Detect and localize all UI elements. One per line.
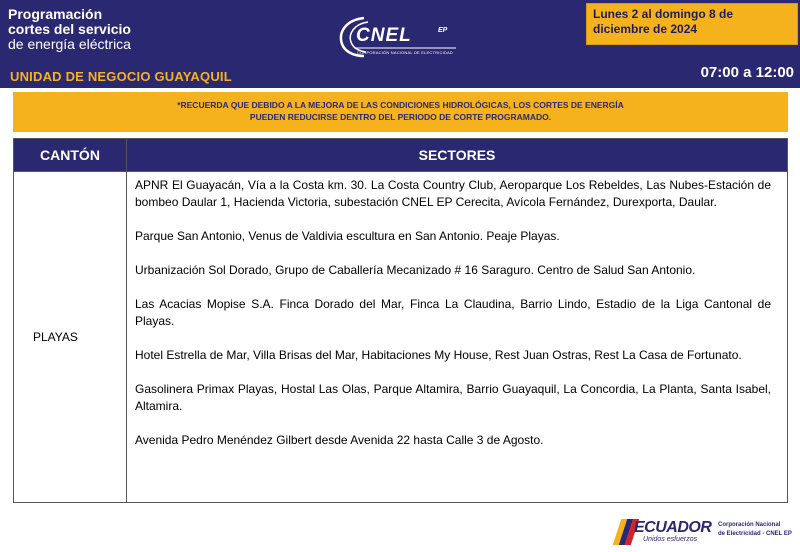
schedule-table xyxy=(13,138,788,503)
sector-paragraph: Urbanización Sol Dorado, Grupo de Caballería Mecanizado # 16 Saraguro. Centro de Salud San Antonio. xyxy=(135,263,696,277)
flag-stripes-icon xyxy=(613,519,635,545)
date-box xyxy=(586,3,798,45)
sector-paragraph: Las Acacias Mopise S.A. Finca Dorado del Mar, Finca La Claudina, Barrio Lindo, Estadio de la Liga Cantonal de Playas. xyxy=(135,297,771,328)
notice-line-1: *RECUERDA QUE DEBIDO A LA MEJORA DE LAS CONDICIONES HIDROLÓGICAS, LOS CORTES DE ENERGÍA xyxy=(177,100,624,110)
logo-wordmark: CNEL xyxy=(356,25,412,46)
sector-paragraph: Avenida Pedro Menéndez Gilbert desde Avenida 22 hasta Calle 3 de Agosto. xyxy=(135,433,544,447)
title-line-2: cortes del servicio xyxy=(8,21,131,37)
canton-cell: PLAYAS xyxy=(14,172,127,503)
column-header-sectors: SECTORES xyxy=(127,139,788,172)
business-unit: UNIDAD DE NEGOCIO GUAYAQUIL xyxy=(10,69,232,84)
country-slogan: Unidos esfuerzos xyxy=(643,536,698,543)
column-header-canton: CANTÓN xyxy=(14,139,127,172)
sectors-cell xyxy=(127,172,788,503)
notice-banner xyxy=(13,92,788,132)
sector-paragraph: Hotel Estrella de Mar, Villa Brisas del Mar, Habitaciones My House, Rest Juan Ostras, Rest La Casa de Fortunato. xyxy=(135,348,742,362)
corporation-name xyxy=(718,521,792,539)
sector-paragraph: APNR El Guayacán, Vía a la Costa km. 30. La Costa Country Club, Aeroparque Los Rebeldes, Las Nubes-Estación de bombeo Daular 1, Hacienda Victoria, subestación CNEL EP Cerecita, Avícola Fernández, Durexporta, Daular. xyxy=(135,178,771,209)
page-title xyxy=(8,7,131,52)
country-wordmark: ECUADOR xyxy=(634,519,712,536)
logo-tagline: CORPORACIÓN NACIONAL DE ELECTRICIDAD xyxy=(357,50,453,55)
header-banner xyxy=(0,0,800,88)
date-line-2: diciembre de 2024 xyxy=(593,22,698,36)
title-line-3: de energía eléctrica xyxy=(8,36,131,52)
cnel-logo xyxy=(334,14,474,60)
title-line-1: Programación xyxy=(8,6,103,22)
corporation-line-2: de Electricidad - CNEL EP xyxy=(718,531,792,537)
notice-line-2: PUEDEN REDUCIRSE DENTRO DEL PERIODO DE CORTE PROGRAMADO. xyxy=(249,112,552,122)
table-row xyxy=(14,172,788,503)
sector-paragraph: Parque San Antonio, Venus de Valdivia escultura en San Antonio. Peaje Playas. xyxy=(135,229,560,243)
date-line-1: Lunes 2 al domingo 8 de xyxy=(593,7,734,21)
ecuador-logo xyxy=(613,517,797,547)
corporation-line-1: Corporación Nacional xyxy=(718,522,781,528)
logo-ep: EP xyxy=(438,27,448,34)
table-header-row xyxy=(14,139,788,172)
time-range: 07:00 a 12:00 xyxy=(700,64,794,81)
sector-paragraph: Gasolinera Primax Playas, Hostal Las Olas, Parque Altamira, Barrio Guayaquil, La Concordia, La Planta, Santa Isabel, Altamira. xyxy=(135,382,771,413)
